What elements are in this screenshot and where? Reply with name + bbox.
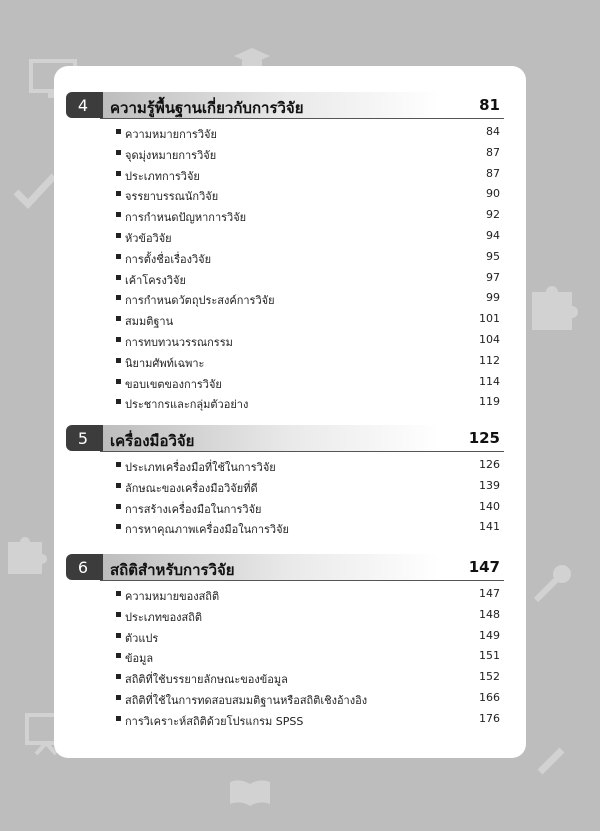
toc-item-label: สมมติฐาน <box>125 315 174 329</box>
toc-item <box>54 288 526 309</box>
toc-item-label: ลักษณะของเครื่องมือวิจัยที่ดี <box>125 481 258 495</box>
bullet <box>116 358 121 363</box>
toc-item-label: ประเภทเครื่องมือที่ใช้ในการวิจัย <box>125 461 276 474</box>
toc-item <box>54 584 526 605</box>
toc-item <box>54 309 526 330</box>
bullet <box>116 254 121 259</box>
toc-item-page: 126 <box>479 458 500 471</box>
chapter-items <box>54 455 526 538</box>
toc-item <box>54 122 526 143</box>
chapter-number: 6 <box>66 554 100 580</box>
toc-item-page: 149 <box>479 628 500 642</box>
chapter-items <box>54 584 526 730</box>
bullet <box>116 653 121 658</box>
chapter-5 <box>54 425 526 537</box>
toc-item <box>54 392 526 413</box>
toc-item-page: 176 <box>479 711 500 725</box>
toc-item-label: จรรยาบรรณนักวิจัย <box>125 190 219 204</box>
toc-item-page: 95 <box>486 249 500 263</box>
toc-item-label: เค้าโครงวิจัย <box>125 273 186 287</box>
toc-item-label: การวิเคราะห์สถิติด้วยโปรแกรม SPSS <box>125 714 304 728</box>
bullet <box>116 212 121 217</box>
toc-item-page: 119 <box>479 395 500 409</box>
chapter-underline <box>100 451 504 452</box>
toc-card <box>54 66 526 758</box>
toc-item <box>54 205 526 226</box>
toc-item-page: 104 <box>479 332 500 346</box>
chapter-header <box>54 425 526 451</box>
chapter-title: ความรู้พื้นฐานเกี่ยวกับการวิจัย <box>110 99 304 117</box>
toc-item-page: 139 <box>479 478 500 492</box>
bullet <box>116 462 121 467</box>
bullet <box>116 295 121 300</box>
toc-item-label: จุดมุ่งหมายการวิจัย <box>125 148 217 162</box>
toc-item-label: ความหมายการวิจัย <box>125 128 217 141</box>
toc-item <box>54 646 526 667</box>
toc-item <box>54 268 526 289</box>
bullet <box>116 674 121 679</box>
bullet <box>116 150 121 155</box>
toc-item <box>54 143 526 164</box>
toc-item-label: ขอบเขตของการวิจัย <box>125 377 222 391</box>
toc-item-label: ประชากรและกลุ่มตัวอย่าง <box>125 398 249 412</box>
toc-item-page: 140 <box>479 499 500 513</box>
chapter-number: 4 <box>66 92 100 118</box>
puzzle-icon <box>4 530 50 584</box>
toc-item-label: ตัวแปร <box>125 631 159 645</box>
toc-item <box>54 709 526 730</box>
toc-item-page: 148 <box>479 607 500 621</box>
bullet <box>116 171 121 176</box>
chapter-underline <box>100 580 504 581</box>
bullet <box>116 612 121 617</box>
wrench-icon <box>530 562 574 614</box>
bullet <box>116 633 121 638</box>
toc-item-label: การหาคุณภาพเครื่องมือในการวิจัย <box>125 523 289 537</box>
toc-item-label: ประเภทของสถิติ <box>125 610 203 624</box>
toc-item-label: สถิติที่ใช้บรรยายลักษณะของข้อมูล <box>125 673 288 687</box>
bullet <box>116 716 121 721</box>
toc-item-page: 141 <box>479 520 500 534</box>
chapter-4 <box>54 92 526 412</box>
toc-item-page: 92 <box>486 208 500 222</box>
bullet <box>116 275 121 280</box>
chapter-page: 125 <box>468 429 500 447</box>
chapter-underline <box>100 118 504 119</box>
chapter-title: เครื่องมือวิจัย <box>110 432 195 450</box>
chapter-header <box>54 554 526 580</box>
toc-item <box>54 455 526 476</box>
chapter-page: 147 <box>468 558 500 576</box>
bullet <box>116 337 121 342</box>
puzzle-icon <box>526 278 582 342</box>
toc-item-page: 112 <box>479 353 500 367</box>
toc-item-label: หัวข้อวิจัย <box>125 231 172 245</box>
bullet <box>116 191 121 196</box>
checkmark-icon <box>12 170 58 218</box>
toc-item <box>54 164 526 185</box>
toc-item-page: 166 <box>479 690 500 704</box>
toc-item <box>54 497 526 518</box>
toc-item <box>54 372 526 393</box>
toc-item-label: การสร้างเครื่องมือในการวิจัย <box>125 502 262 516</box>
toc-item-label: การตั้งชื่อเรื่องวิจัย <box>125 252 212 266</box>
toc-item-page: 87 <box>486 145 500 159</box>
toc-item-page: 87 <box>486 166 500 180</box>
toc-item <box>54 605 526 626</box>
bullet <box>116 399 121 404</box>
toc-item <box>54 226 526 247</box>
chapter-number: 5 <box>66 425 100 451</box>
toc-item-page: 114 <box>479 374 500 388</box>
chapter-6 <box>54 554 526 728</box>
toc-item-label: ข้อมูล <box>125 652 154 666</box>
toc-item <box>54 517 526 538</box>
bullet <box>116 504 121 509</box>
bullet <box>116 379 121 384</box>
toc-item <box>54 351 526 372</box>
bullet <box>116 483 121 488</box>
bullet <box>116 591 121 596</box>
toc-item-label: สถิติที่ใช้ในการทดสอบสมมติฐานหรือสถิติเชิงอ้างอิง <box>125 693 368 707</box>
toc-item-page: 97 <box>486 270 500 284</box>
toc-item <box>54 330 526 351</box>
toc-item <box>54 476 526 497</box>
pencil-icon <box>532 736 576 788</box>
bullet <box>116 695 121 700</box>
toc-item <box>54 688 526 709</box>
book-icon <box>226 772 274 816</box>
toc-item <box>54 667 526 688</box>
toc-item-page: 152 <box>479 670 500 684</box>
toc-item <box>54 184 526 205</box>
toc-item-page: 101 <box>479 312 500 326</box>
toc-item-page: 151 <box>479 649 500 663</box>
chapter-page: 81 <box>479 96 500 114</box>
toc-item-page: 99 <box>486 291 500 305</box>
toc-item-label: ความหมายของสถิติ <box>125 590 220 603</box>
bullet <box>116 524 121 529</box>
toc-item-label: นิยามศัพท์เฉพาะ <box>125 356 205 370</box>
toc-item-label: ประเภทการวิจัย <box>125 169 200 183</box>
chapter-items <box>54 122 526 413</box>
bullet <box>116 129 121 134</box>
toc-item <box>54 626 526 647</box>
chapter-title: สถิติสำหรับการวิจัย <box>110 561 235 579</box>
toc-item <box>54 247 526 268</box>
bullet <box>116 316 121 321</box>
toc-item-page: 94 <box>486 228 500 242</box>
chapter-header <box>54 92 526 118</box>
bullet <box>116 233 121 238</box>
toc-item-page: 147 <box>479 587 500 600</box>
toc-item-page: 84 <box>486 125 500 138</box>
toc-item-label: การทบทวนวรรณกรรม <box>125 335 233 349</box>
toc-item-label: การกำหนดปัญหาการวิจัย <box>125 211 247 225</box>
toc-item-label: การกำหนดวัตถุประสงค์การวิจัย <box>125 294 275 308</box>
toc-item-page: 90 <box>486 187 500 201</box>
